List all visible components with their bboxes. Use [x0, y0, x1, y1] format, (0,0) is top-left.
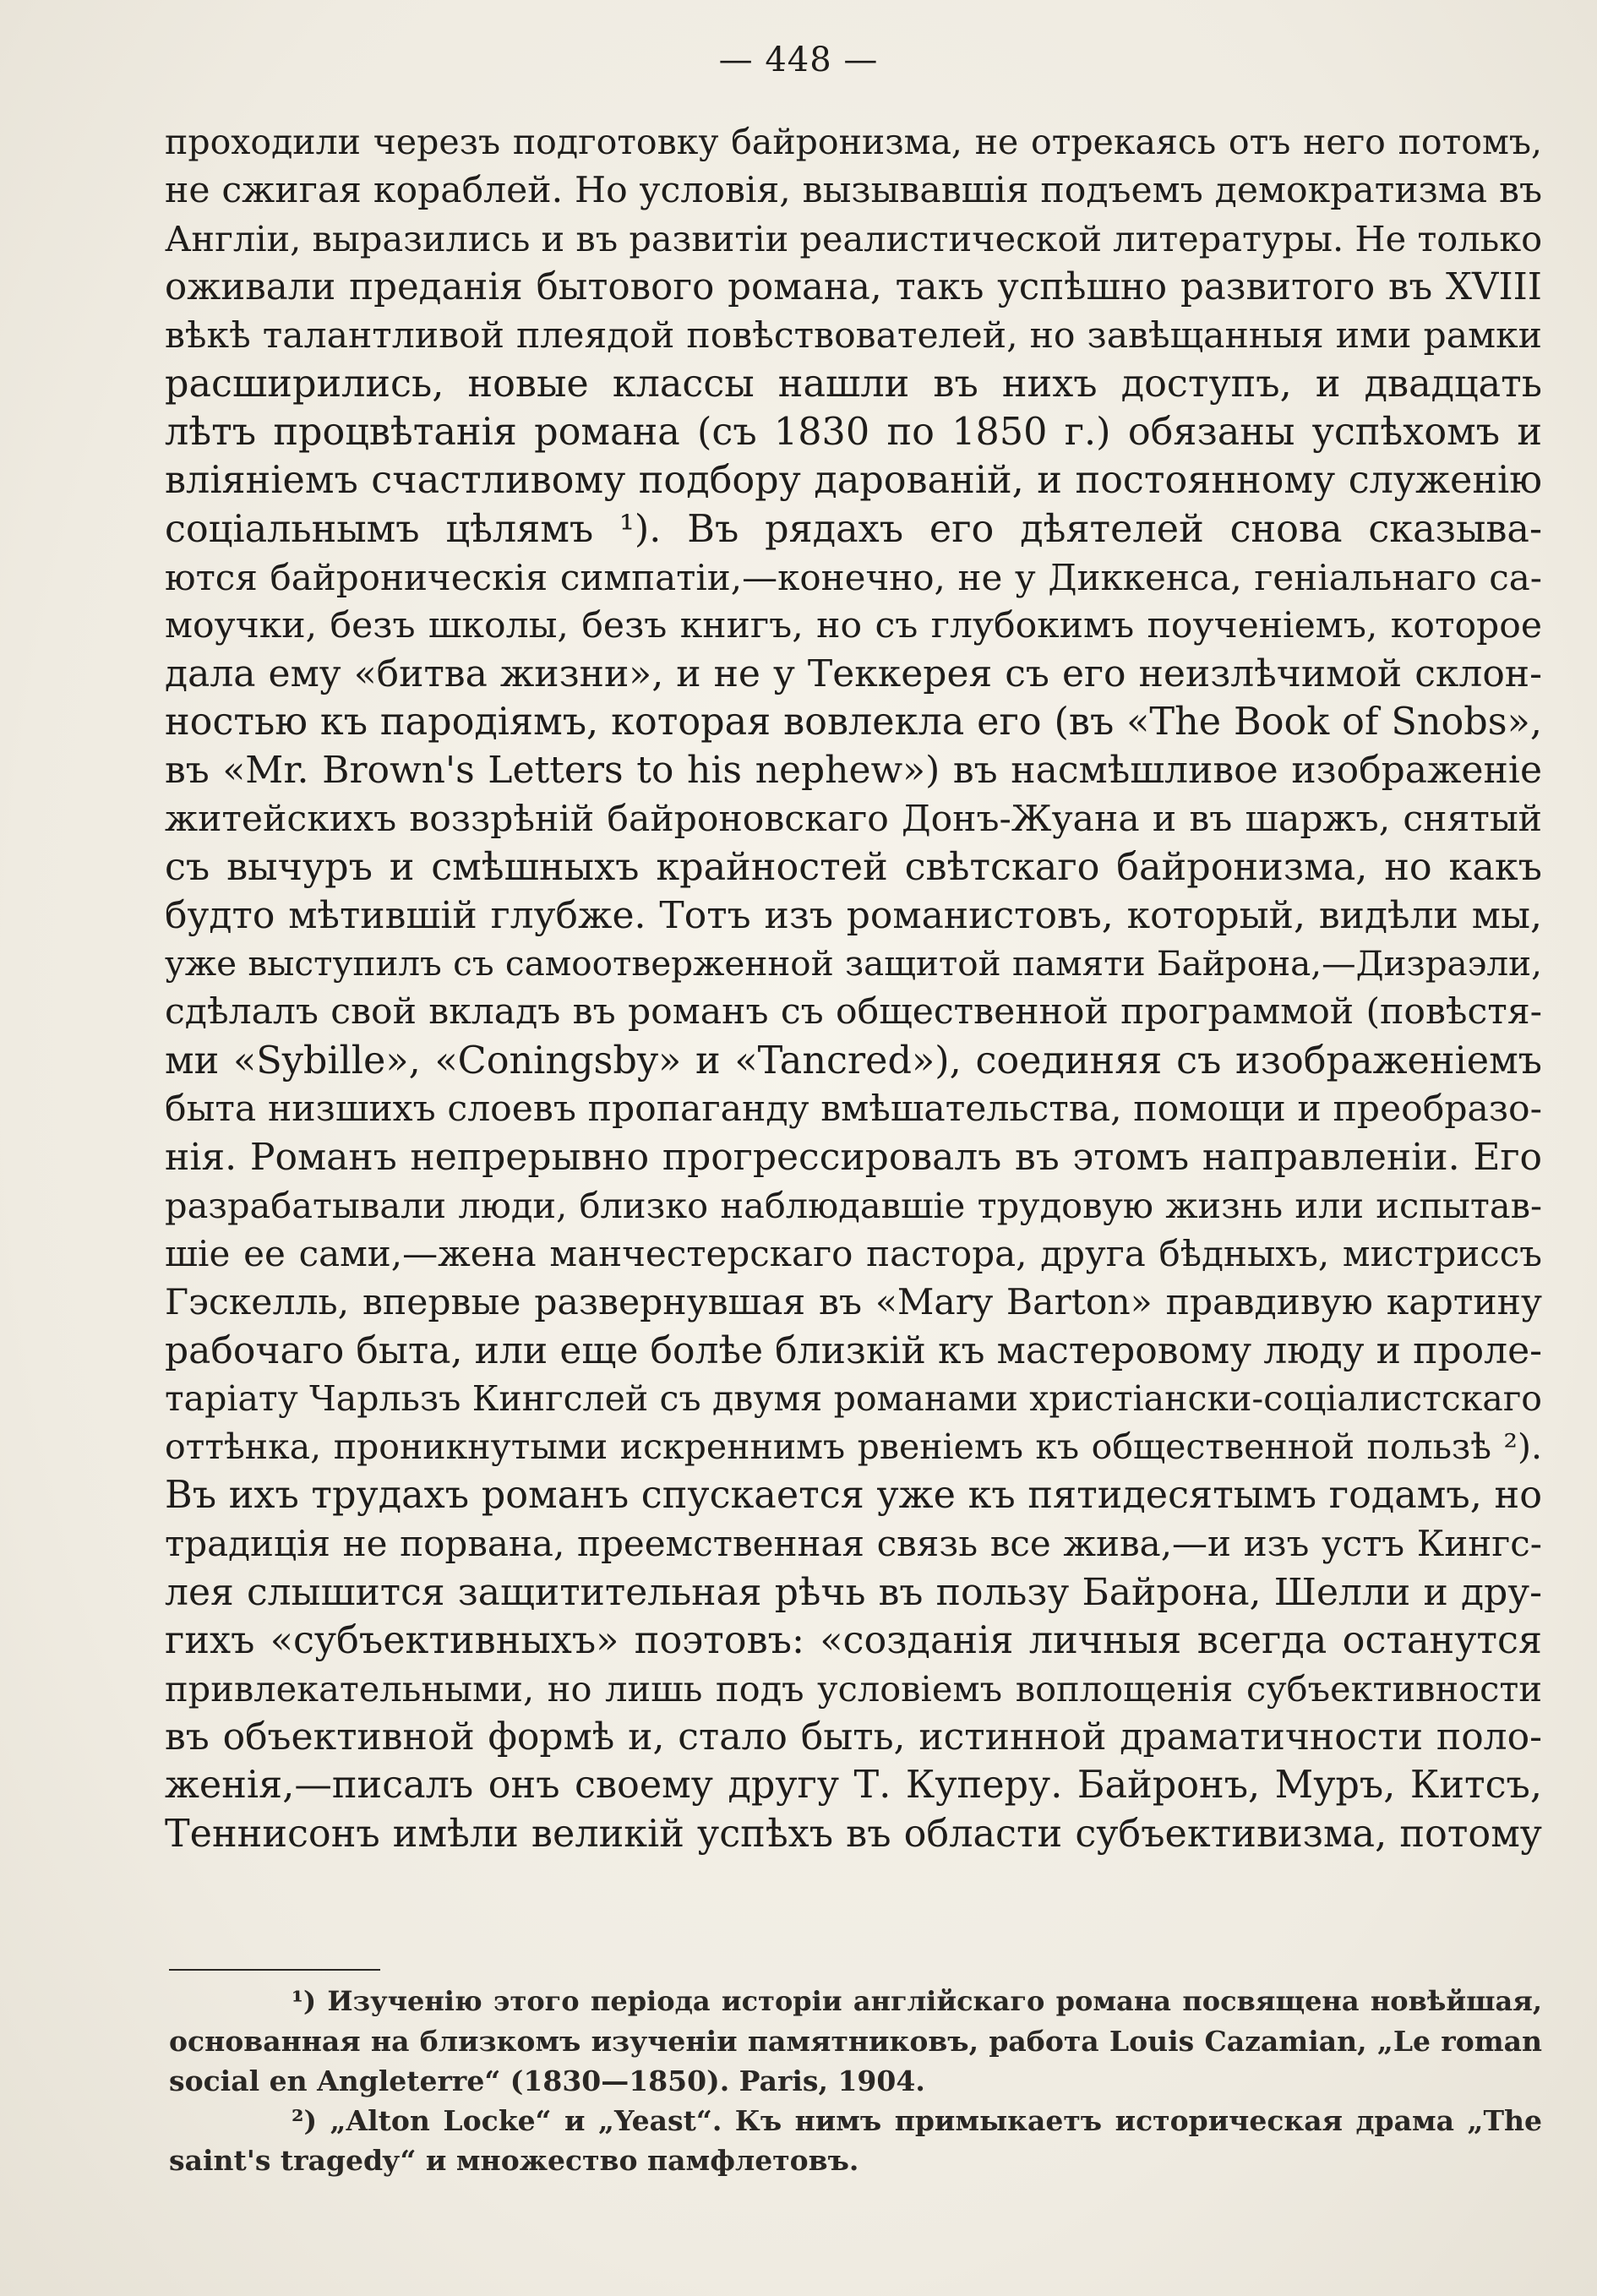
text-line: будто мѣтившій глубже. Тотъ изъ романистовъ, который, видѣли мы,	[165, 894, 1542, 937]
footnote-line: ²) „Alton Locke“ и „Yeast“. Къ нимъ примыкаетъ историческая драма „The	[292, 2104, 1542, 2137]
text-line: шіе ее сами,—жена манчестерскаго пастора, друга бѣдныхъ, мистриссъ	[165, 1233, 1542, 1275]
text-line: Въ ихъ трудахъ романъ спускается уже къ пятидесятымъ годамъ, но	[165, 1474, 1542, 1518]
text-line: проходили черезъ подготовку байронизма, не отрекаясь отъ него потомъ,	[165, 122, 1542, 162]
text-line: нія. Романъ непрерывно прогрессировалъ въ этомъ направленіи. Его	[165, 1135, 1542, 1179]
footnote-line: ¹) Изученію этого періода исторіи англійскаго романа посвящена новѣйшая,	[292, 1985, 1542, 2017]
text-line: соціальнымъ цѣлямъ ¹). Въ рядахъ его дѣятелей снова сказыва-	[165, 507, 1542, 551]
text-line: лея слышится защитительная рѣчь въ пользу Байрона, Шелли и дру-	[165, 1570, 1542, 1614]
text-line: въ объективной формѣ и, стало быть, истинной драматичности поло-	[165, 1715, 1542, 1759]
text-line: вліяніемъ счастливому подбору дарованій, и постоянному служенію	[165, 459, 1542, 503]
text-line: уже выступилъ съ самоотверженной защитой памяти Байрона,—Дизраэли,	[165, 943, 1542, 984]
text-line: житейскихъ воззрѣній байроновскаго Донъ-Жуана и въ шаржъ, снятый	[165, 798, 1542, 840]
text-line: дала ему «битва жизни», и не у Теккерея съ его неизлѣчимой склон-	[165, 652, 1542, 696]
text-line: моучки, безъ школы, безъ книгъ, но съ глубокимъ поученіемъ, которое	[165, 604, 1542, 646]
text-line: вѣкѣ талантливой плеядой повѣствователей, но завѣщанныя ими рамки	[165, 314, 1542, 357]
text-line: гихъ «субъективныхъ» поэтовъ: «созданія личныя всегда останутся	[165, 1618, 1542, 1662]
footnote-line: saint's tragedy“ и множество памфлетовъ.	[169, 2144, 859, 2177]
footnote-line: social en Angleterre“ (1830—1850). Paris, 1904.	[169, 2064, 925, 2097]
text-line: быта низшихъ слоевъ пропаганду вмѣшательства, помощи и преобразо-	[165, 1088, 1542, 1130]
text-line: разрабатывали люди, близко наблюдавшіе трудовую жизнь или испытав-	[165, 1185, 1542, 1227]
text-line: сдѣлалъ свой вкладъ въ романъ съ общественной программой (повѣстя-	[165, 991, 1542, 1033]
text-line: ются байроническія симпатіи,—конечно, не у Диккенса, геніальнаго са-	[165, 556, 1542, 598]
text-line: лѣтъ процвѣтанія романа (съ 1830 по 1850 г.) обязаны успѣхомъ и	[165, 411, 1542, 455]
text-line: ностью къ пародіямъ, которая вовлекла его (въ «The Book of Snobs»,	[165, 701, 1542, 744]
text-line: оттѣнка, проникнутыми искреннимъ рвеніемъ къ общественной пользѣ ²).	[165, 1426, 1542, 1468]
text-line: расширились, новые классы нашли въ нихъ доступъ, и двадцать	[165, 362, 1542, 406]
text-line: традиція не порвана, преемственная связь все жива,—и изъ устъ Кингс-	[165, 1523, 1542, 1565]
text-line: Гэскелль, впервые развернувшая въ «Mary Barton» правдивую картину	[165, 1281, 1542, 1323]
text-line: женія,—писалъ онъ своему другу Т. Куперу. Байронъ, Муръ, Китсъ,	[165, 1764, 1542, 1808]
text-line: ми «Sybille», «Coningsby» и «Tancred»), соединяя съ изображеніемъ	[165, 1039, 1542, 1083]
text-line: Англіи, выразились и въ развитіи реалистической литературы. Не только	[165, 218, 1542, 260]
text-line: привлекательными, но лишь подъ условіемъ воплощенія субъективности	[165, 1668, 1542, 1710]
text-line: оживали преданія бытового романа, такъ успѣшно развитого въ XVIII	[165, 265, 1542, 308]
page-number: — 448 —	[718, 41, 879, 79]
text-line: таріату Чарльзъ Кингслей съ двумя романами христіански-соціалистскаго	[165, 1377, 1542, 1419]
footnote-line: основанная на близкомъ изученіи памятниковъ, работа Louis Cazamian, „Le roman	[169, 2025, 1542, 2058]
text-line: въ «Mr. Brown's Letters to his nephew») въ насмѣшливое изображеніе	[165, 749, 1542, 793]
footnote-divider	[169, 1969, 380, 1971]
text-line: съ вычуръ и смѣшныхъ крайностей свѣтскаго байронизма, но какъ	[165, 845, 1542, 889]
main-text	[165, 118, 1542, 1858]
text-line: Теннисонъ имѣли великій успѣхъ въ области субъективизма, потому	[165, 1812, 1542, 1856]
text-line: рабочаго быта, или еще болѣе близкій къ мастеровому люду и проле-	[165, 1328, 1542, 1372]
footnotes	[169, 1982, 1542, 2180]
text-line: не сжигая кораблей. Но условія, вызывавшія подъемъ демократизма въ	[165, 170, 1542, 212]
